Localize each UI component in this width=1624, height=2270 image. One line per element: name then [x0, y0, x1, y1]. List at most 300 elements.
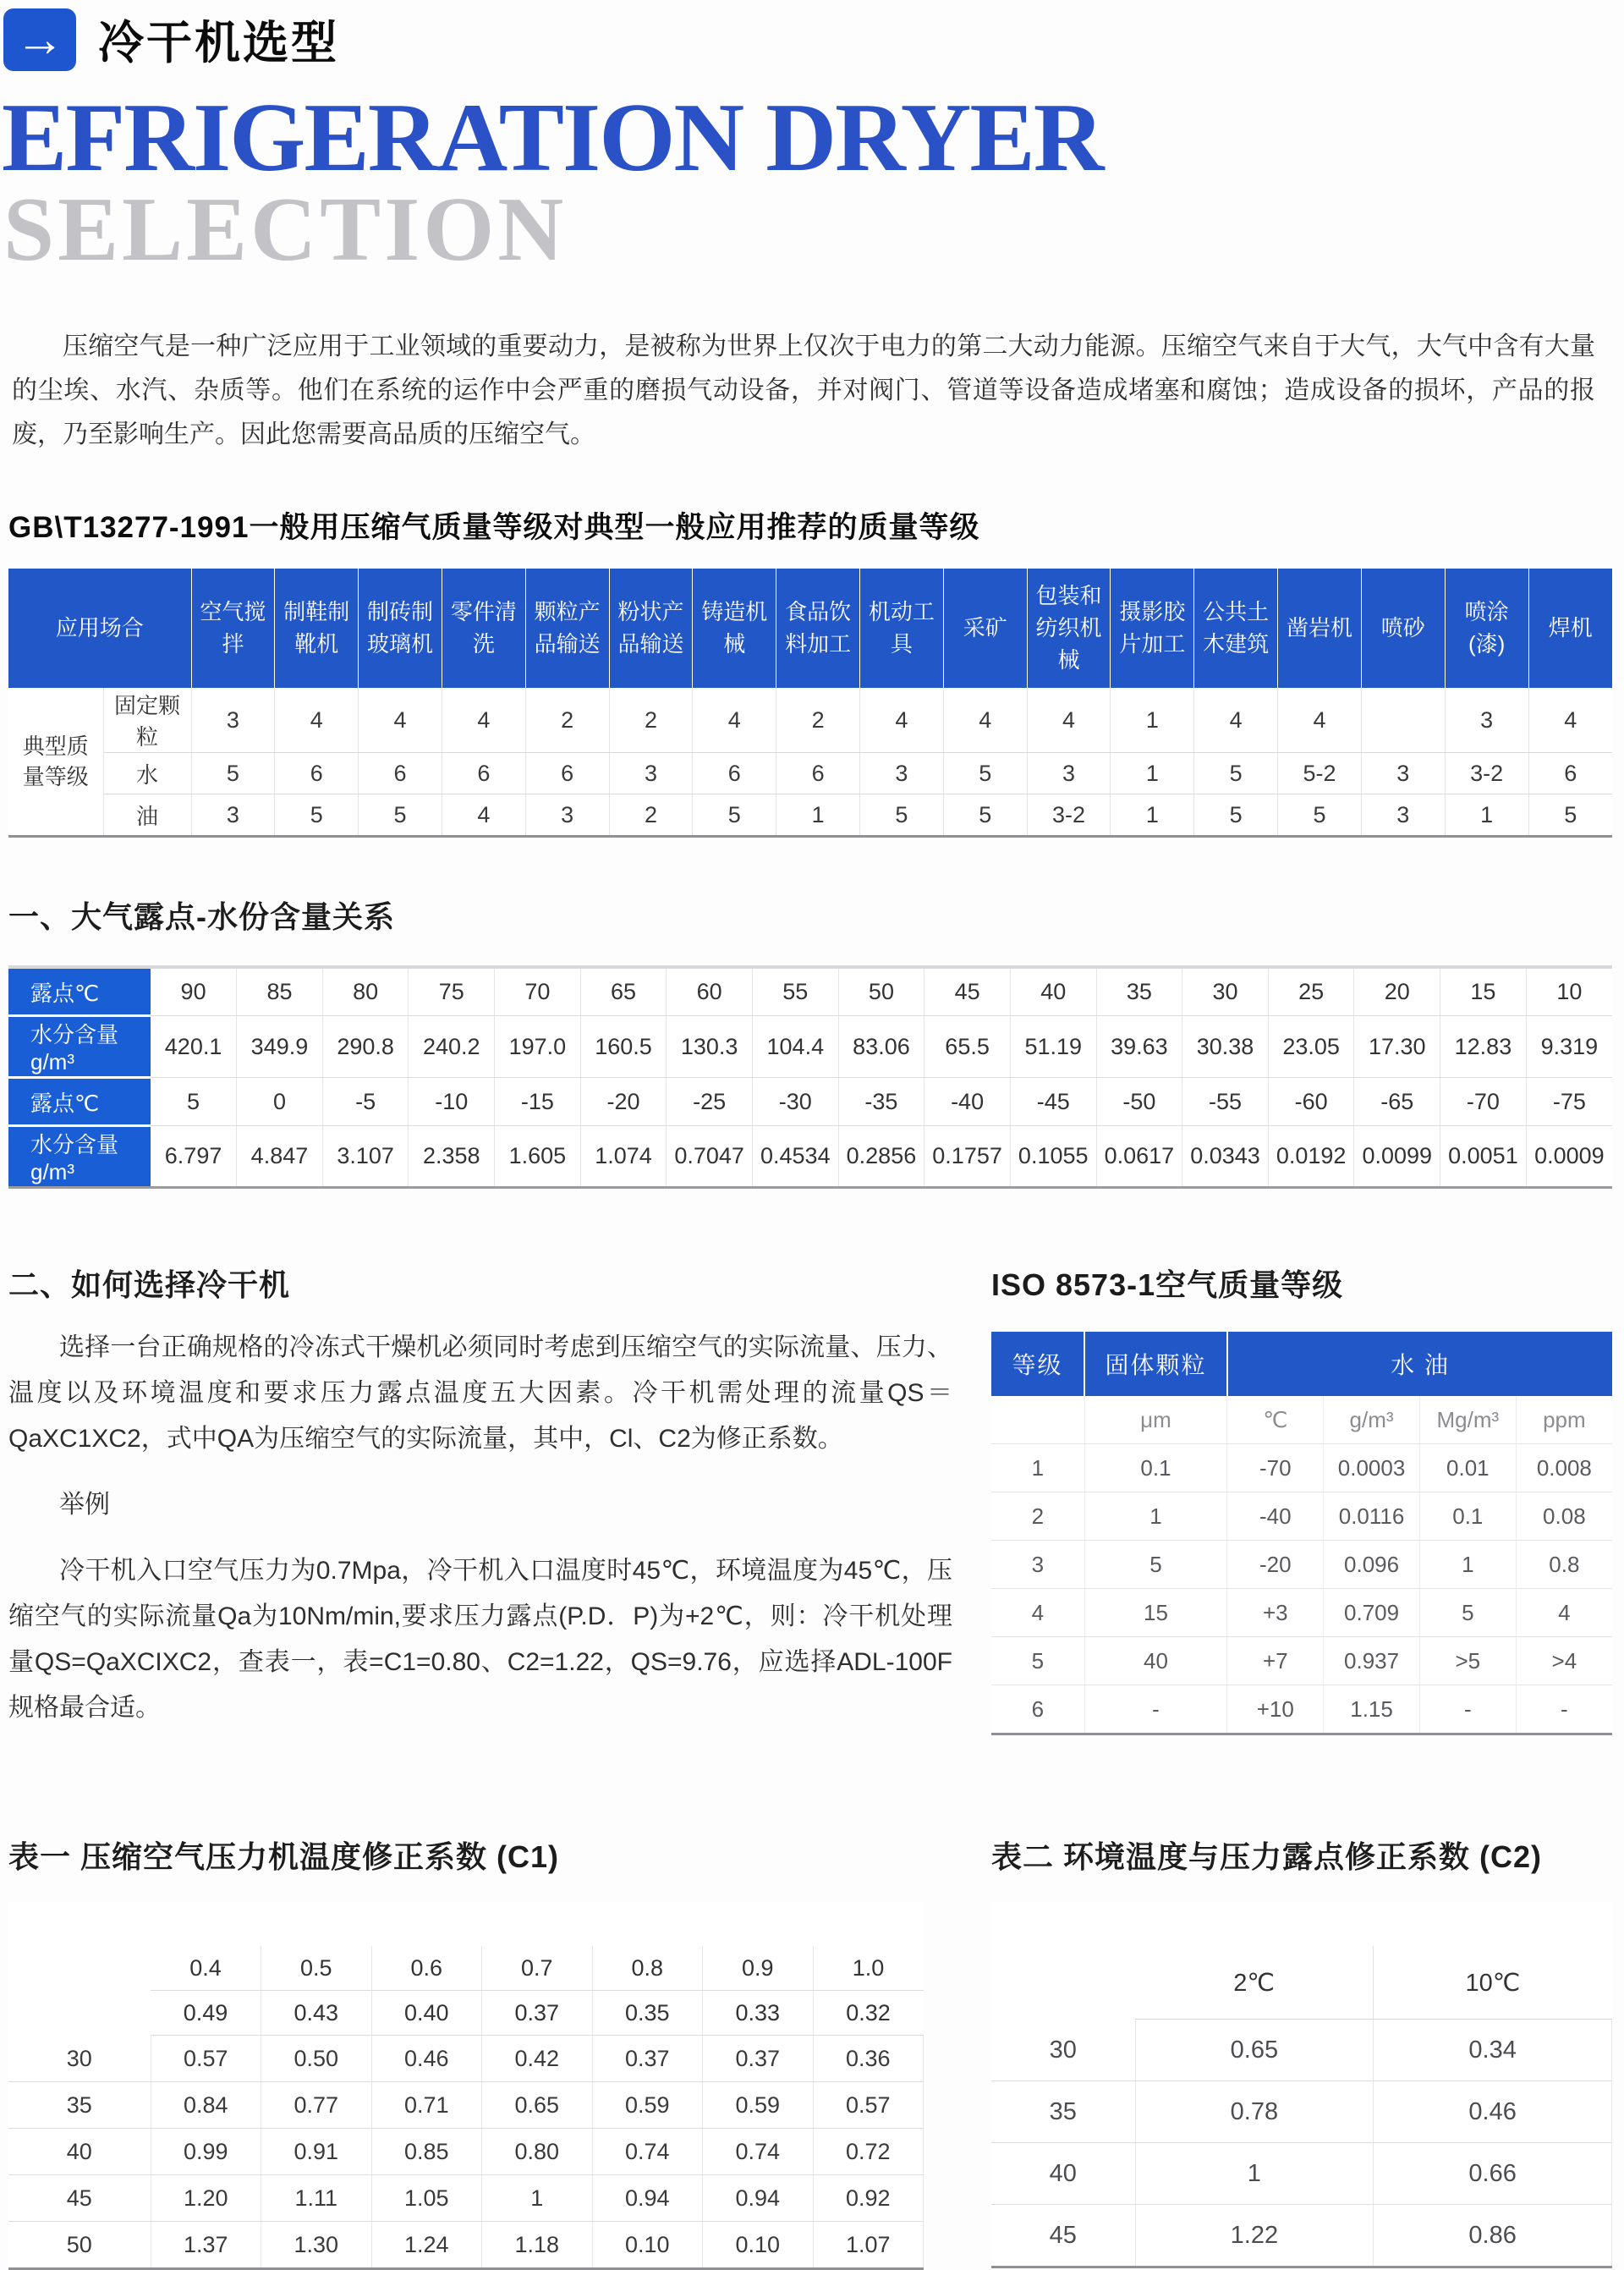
table-cell: 0.36 [813, 2036, 924, 2082]
page-title: 冷干机选型 [98, 18, 339, 69]
table-cell: 5 [991, 1637, 1084, 1685]
table-cell: 30 [1182, 967, 1269, 1016]
table-cell: 0.709 [1324, 1589, 1420, 1637]
table-cell: 45 [924, 967, 1011, 1016]
table-cell: 83.06 [838, 1016, 924, 1078]
table-cell: 0.7047 [667, 1126, 753, 1188]
table-cell: 0.49 [151, 1991, 261, 2036]
section-how-to-select [8, 1261, 1612, 1735]
table-cell: 0.0192 [1268, 1126, 1354, 1188]
table-cell: -55 [1182, 1078, 1269, 1126]
table-cell: -25 [667, 1078, 753, 1126]
table-cell: 0.9 [703, 1946, 814, 1991]
table-row [991, 2205, 1612, 2267]
table-cell: 1.18 [482, 2222, 593, 2269]
dew-row-label: 露点℃ [8, 967, 151, 1016]
table-cell: 1 [1111, 688, 1194, 753]
table-cell: 0.1 [1084, 1444, 1227, 1492]
table-cell: 39.63 [1096, 1016, 1182, 1078]
table-cell: 30.38 [1182, 1016, 1269, 1078]
section2-heading: 二、如何选择冷干机 [8, 1267, 291, 1303]
table-cell: 1.11 [261, 2175, 372, 2222]
table-cell: g/m³ [1324, 1396, 1420, 1444]
table-cell: 1.0 [813, 1946, 924, 1991]
iso-quality-table [991, 1332, 1612, 1735]
table-cell: 5 [860, 794, 944, 837]
table-cell: 65 [580, 967, 667, 1016]
table-cell: 4 [1528, 688, 1612, 753]
table-cell: 3 [525, 794, 609, 837]
gb-column-header: 机动工具 [860, 569, 944, 688]
table-cell: 5 [275, 794, 359, 837]
table-cell: 0.80 [482, 2129, 593, 2175]
table-cell: 0.40 [371, 1991, 482, 2036]
table-cell: 4 [442, 688, 525, 753]
table-cell: 0.8 [592, 1946, 703, 1991]
table-cell: - [1419, 1685, 1516, 1734]
table-row [991, 1589, 1612, 1637]
table-cell: 349.9 [237, 1016, 323, 1078]
gb-column-header: 包装和纺织机械 [1027, 569, 1111, 688]
table-cell: -20 [1227, 1541, 1324, 1589]
c1-temp-label: 30 [8, 2036, 151, 2082]
table-cell: 4 [1278, 688, 1362, 753]
table-cell: 0 [237, 1078, 323, 1126]
c1-temp-label: 35 [8, 2082, 151, 2129]
table-cell: 5 [1419, 1589, 1516, 1637]
table-row [991, 1685, 1612, 1734]
table-cell: 3 [1361, 753, 1445, 794]
gb-column-header: 制砖制玻璃机 [359, 569, 442, 688]
table-cell: +10 [1227, 1685, 1324, 1734]
c1-pressure-header: 进气压力 (Mpa) [151, 1902, 924, 1946]
table-cell: 35 [1096, 967, 1182, 1016]
table-cell: 3 [991, 1541, 1084, 1589]
table-cell: 5 [1084, 1541, 1227, 1589]
table-cell: 6 [991, 1685, 1084, 1734]
c2-temp-label: 40 [991, 2143, 1135, 2205]
gb-column-header: 空气搅拌 [191, 569, 275, 688]
table-cell: 6 [275, 753, 359, 794]
table-cell: 197.0 [495, 1016, 581, 1078]
table-cell: 290.8 [322, 1016, 409, 1078]
table-cell: 0.33 [703, 1991, 814, 2036]
c2-temp-label: 30 [991, 2020, 1135, 2081]
iso-header-row [991, 1332, 1612, 1396]
table-cell: -65 [1354, 1078, 1440, 1126]
table-cell: 6 [359, 753, 442, 794]
gb-column-header: 凿岩机 [1278, 569, 1362, 688]
table-cell: 0.8 [1516, 1541, 1612, 1589]
page-title-en: EFRIGERATION DRYER [2, 84, 1103, 192]
gb-column-header: 制鞋制靴机 [275, 569, 359, 688]
table-cell: 0.32 [813, 1991, 924, 2036]
table-row [8, 1016, 1612, 1078]
c1-temp-label: 45 [8, 2175, 151, 2222]
iso-table-heading: ISO 8573-1空气质量等级 [991, 1267, 1344, 1303]
table-cell: 6.797 [151, 1126, 237, 1188]
table-cell: 5 [693, 794, 776, 837]
iso-header-solid: 固体颗粒 [1084, 1332, 1227, 1396]
table-cell: 4.847 [237, 1126, 323, 1188]
table-cell: 2 [609, 688, 693, 753]
table-cell: 0.71 [371, 2082, 482, 2129]
table-cell: 9.319 [1526, 1016, 1612, 1078]
table-cell: 0.74 [592, 2129, 703, 2175]
table-cell: -10 [409, 1078, 495, 1126]
table-row [8, 2222, 924, 2269]
table-cell: -5 [322, 1078, 409, 1126]
table-cell: 6 [525, 753, 609, 794]
iso-units-row [991, 1396, 1612, 1444]
gb-column-header: 铸造机械 [693, 569, 776, 688]
table-row [991, 1637, 1612, 1685]
c2-corner-cell: 进气温度℃ [991, 1902, 1135, 2020]
table-cell: 6 [776, 753, 860, 794]
gb-column-header: 食品饮料加工 [776, 569, 860, 688]
table-cell: 75 [409, 967, 495, 1016]
c1-corner-label: 进气温度℃ [20, 1942, 139, 1967]
dewpoint-table [8, 965, 1612, 1189]
table-cell: +7 [1227, 1637, 1324, 1685]
table-cell: 2 [525, 688, 609, 753]
c1-temp-label: 50 [8, 2222, 151, 2269]
table-cell: 1.05 [371, 2175, 482, 2222]
table-cell: 0.008 [1516, 1444, 1612, 1492]
table-cell: 1 [1445, 794, 1528, 837]
table-cell: 50 [838, 967, 924, 1016]
table-cell: 0.0003 [1324, 1444, 1420, 1492]
gb-row-label: 水 [103, 753, 191, 794]
table-cell: 1 [1135, 2143, 1374, 2205]
gb-column-header: 喷砂 [1361, 569, 1445, 688]
table-row [8, 794, 1612, 837]
table-cell: 0.72 [813, 2129, 924, 2175]
table-cell: 0.57 [813, 2082, 924, 2129]
table-cell: 0.0617 [1096, 1126, 1182, 1188]
table-cell: 0.65 [1135, 2020, 1374, 2081]
table-cell: 5 [943, 794, 1027, 837]
table-cell: 2℃ [1135, 1946, 1374, 2020]
table-cell: 60 [667, 967, 753, 1016]
table-cell: -70 [1227, 1444, 1324, 1492]
section1-heading: 一、大气露点-水份含量关系 [8, 899, 395, 935]
table-cell: 3-2 [1027, 794, 1111, 837]
table-cell [1361, 688, 1445, 753]
table-cell: 0.5 [261, 1946, 372, 1991]
gb-header-row [8, 569, 1612, 688]
table-cell: 4 [359, 688, 442, 753]
table-cell: 0.10 [592, 2222, 703, 2269]
table-cell: 0.1757 [924, 1126, 1011, 1188]
table-cell: 4 [991, 1589, 1084, 1637]
table-cell: 0.66 [1374, 2143, 1612, 2205]
gb-column-header: 粉状产品输送 [609, 569, 693, 688]
table-cell: 90 [151, 967, 237, 1016]
arrow-right-icon [3, 8, 76, 71]
c2-block [991, 1833, 1612, 2268]
table-cell: 10 [1526, 967, 1612, 1016]
table-cell: 5 [1528, 794, 1612, 837]
table-cell: 6 [442, 753, 525, 794]
table-cell: 85 [237, 967, 323, 1016]
table-cell: 0.7 [482, 1946, 593, 1991]
table-cell: Mg/m³ [1419, 1396, 1516, 1444]
table-cell: 0.94 [592, 2175, 703, 2222]
table-cell: 3 [191, 688, 275, 753]
table-cell: 0.0099 [1354, 1126, 1440, 1188]
table-cell: 4 [442, 794, 525, 837]
table-cell: 1.30 [261, 2222, 372, 2269]
table-cell: 0.78 [1135, 2081, 1374, 2143]
table-cell: 3-2 [1445, 753, 1528, 794]
table-cell: ℃ [1227, 1396, 1324, 1444]
table-cell: 0.1 [1419, 1492, 1516, 1541]
dew-row-label: 水分含量g/m³ [8, 1126, 151, 1188]
table-cell: 0.08 [1516, 1492, 1612, 1541]
table-cell: -70 [1440, 1078, 1527, 1126]
correction-tables [8, 1833, 1612, 2270]
table-cell: -50 [1096, 1078, 1182, 1126]
table-row [8, 2175, 924, 2222]
table-cell: 0.65 [482, 2082, 593, 2129]
table-cell: 3 [609, 753, 693, 794]
table-cell: 5 [1278, 794, 1362, 837]
table-cell: 1.605 [495, 1126, 581, 1188]
table-cell: 1 [1111, 794, 1194, 837]
table-cell: 4 [1516, 1589, 1612, 1637]
gb-row-label: 油 [103, 794, 191, 837]
table-cell: 0.57 [151, 2036, 261, 2082]
table-cell: 40 [1010, 967, 1096, 1016]
table-cell: 1.074 [580, 1126, 667, 1188]
intro-paragraph: 压缩空气是一种广泛应用于工业领域的重要动力，是被称为世界上仅次于电力的第二大动力能源。压缩空气来自于大气，大气中含有大量的尘埃、水汽、杂质等。他们在系统的运作中会严重的磨损气动设备，并对阀门、管道等设备造成堵塞和腐蚀；造成设备的损坏，产品的报废，乃至影响生产。因此您需要高品质的压缩空气。 [12, 332, 1595, 448]
table-cell: 3 [1027, 753, 1111, 794]
table-cell: 2 [776, 688, 860, 753]
gb-row-label: 固定颗粒 [103, 688, 191, 753]
c2-temp-label: 35 [991, 2081, 1135, 2143]
table-row [8, 688, 1612, 753]
c1-table [8, 1902, 924, 2270]
gb-table-title: GB\T13277-1991一般用压缩气质量等级对典型一般应用推荐的质量等级 [8, 511, 980, 545]
table-cell: 51.19 [1010, 1016, 1096, 1078]
table-cell: -60 [1268, 1078, 1354, 1126]
table-cell: 3 [860, 753, 944, 794]
table-cell: 0.46 [371, 2036, 482, 2082]
table-cell: 0.74 [703, 2129, 814, 2175]
table-cell: 1 [482, 2175, 593, 2222]
table-cell: >5 [1419, 1637, 1516, 1685]
table-cell: 3 [1445, 688, 1528, 753]
c2-temp-label: 45 [991, 2205, 1135, 2267]
table-cell: 0.84 [151, 2082, 261, 2129]
gb-column-header: 摄影胶片加工 [1111, 569, 1194, 688]
c1-table-heading: 表一 压缩空气压力机温度修正系数 (C1) [8, 1839, 560, 1875]
table-row [8, 2082, 924, 2129]
section2-example-label: 举例 [59, 1491, 110, 1520]
iso-header-level: 等级 [991, 1332, 1084, 1396]
table-cell: -40 [1227, 1492, 1324, 1541]
table-cell: μm [1084, 1396, 1227, 1444]
c1-corner-temp: 25 [66, 1976, 93, 2001]
dew-row-label: 水分含量g/m³ [8, 1016, 151, 1078]
table-cell: - [1084, 1685, 1227, 1734]
table-cell: 0.01 [1419, 1444, 1516, 1492]
table-cell: -40 [924, 1078, 1011, 1126]
iso-header-water-oil: 水 油 [1227, 1332, 1612, 1396]
table-row [8, 753, 1612, 794]
table-cell: 104.4 [752, 1016, 838, 1078]
table-cell: 5-2 [1278, 753, 1362, 794]
table-cell: -75 [1526, 1078, 1612, 1126]
table-cell: 3 [1361, 794, 1445, 837]
c2-table [991, 1902, 1612, 2268]
table-row [991, 1492, 1612, 1541]
table-cell: -30 [752, 1078, 838, 1126]
table-cell: 3 [191, 794, 275, 837]
gb-row-group-label: 典型质量等级 [8, 688, 103, 837]
table-cell: 10℃ [1374, 1946, 1612, 2020]
table-cell: 20 [1354, 967, 1440, 1016]
table-cell: 12.83 [1440, 1016, 1527, 1078]
c2-table-heading: 表二 环境温度与压力露点修正系数 (C2) [991, 1839, 1543, 1875]
table-cell: 0.4 [151, 1946, 261, 1991]
table-cell: 0.10 [703, 2222, 814, 2269]
table-cell: 17.30 [1354, 1016, 1440, 1078]
table-cell: 0.937 [1324, 1637, 1420, 1685]
table-cell: 2 [991, 1492, 1084, 1541]
gb-column-header: 喷涂(漆) [1445, 569, 1528, 688]
table-cell: 0.43 [261, 1991, 372, 2036]
table-cell: 0.94 [703, 2175, 814, 2222]
table-cell: 4 [860, 688, 944, 753]
table-cell: 1 [1084, 1492, 1227, 1541]
table-cell: 15 [1084, 1589, 1227, 1637]
gb-column-header: 公共土木建筑 [1194, 569, 1278, 688]
table-cell: 0.37 [592, 2036, 703, 2082]
table-cell: 4 [1027, 688, 1111, 753]
table-cell: +3 [1227, 1589, 1324, 1637]
table-cell: 23.05 [1268, 1016, 1354, 1078]
table-cell: 160.5 [580, 1016, 667, 1078]
table-cell: 6 [693, 753, 776, 794]
table-cell: 130.3 [667, 1016, 753, 1078]
table-cell: 1 [991, 1444, 1084, 1492]
table-cell: 15 [1440, 967, 1527, 1016]
table-row [991, 2081, 1612, 2143]
table-cell: 420.1 [151, 1016, 237, 1078]
table-cell: 0.0009 [1526, 1126, 1612, 1188]
table-cell: 1.20 [151, 2175, 261, 2222]
table-row [8, 967, 1612, 1016]
table-cell: 2 [609, 794, 693, 837]
table-cell: 5 [151, 1078, 237, 1126]
table-cell: 0.37 [482, 1991, 593, 2036]
table-cell: >4 [1516, 1637, 1612, 1685]
table-cell: 40 [1084, 1637, 1227, 1685]
page-subtitle-en: SELECTION [3, 179, 568, 280]
gb-column-header: 焊机 [1528, 569, 1612, 688]
gb-column-header: 采矿 [943, 569, 1027, 688]
table-cell: 2.358 [409, 1126, 495, 1188]
table-row [991, 1444, 1612, 1492]
table-cell: 65.5 [924, 1016, 1011, 1078]
table-cell: 5 [191, 753, 275, 794]
table-cell: 0.77 [261, 2082, 372, 2129]
table-cell: 0.42 [482, 2036, 593, 2082]
c2-header-row [991, 1902, 1612, 1946]
table-cell: 1 [1111, 753, 1194, 794]
gb-quality-table [8, 569, 1612, 838]
section-dewpoint [8, 893, 1612, 1189]
table-cell: 55 [752, 967, 838, 1016]
table-cell: 5 [359, 794, 442, 837]
table-cell: -35 [838, 1078, 924, 1126]
table-cell: 0.2856 [838, 1126, 924, 1188]
table-cell: 240.2 [409, 1016, 495, 1078]
table-cell: 0.0051 [1440, 1126, 1527, 1188]
how-to-select-text [8, 1261, 952, 1731]
table-cell: 0.34 [1374, 2020, 1612, 2081]
table-cell: 0.59 [592, 2082, 703, 2129]
table-cell: 80 [322, 967, 409, 1016]
table-row [8, 1078, 1612, 1126]
table-cell: 0.35 [592, 1991, 703, 2036]
table-cell: 0.99 [151, 2129, 261, 2175]
section2-example-paragraph: 冷干机入口空气压力为0.7Mpa，冷干机入口温度时45℃，环境温度为45℃，压缩空气的实际流量Qa为10Nm/min,要求压力露点(P.D．P)为+2℃，则：冷干机处理量QS=QaXCIXC2，查表一，表=C1=0.80、C2=1.22，QS=9.76，应选择ADL-100F规格最合适。 [8, 1557, 952, 1723]
table-cell: 0.4534 [752, 1126, 838, 1188]
table-row [8, 1126, 1612, 1188]
table-row [991, 1541, 1612, 1589]
c2-dewpoint-header: 压力露点 [1135, 1902, 1612, 1946]
table-cell: 0.86 [1374, 2205, 1612, 2267]
table-cell: -20 [580, 1078, 667, 1126]
table-cell: 5 [1194, 753, 1278, 794]
table-row [8, 2129, 924, 2175]
table-cell: 0.37 [703, 2036, 814, 2082]
table-cell: 4 [943, 688, 1027, 753]
table-cell: - [1516, 1685, 1612, 1734]
table-cell [991, 1396, 1084, 1444]
table-cell: 25 [1268, 967, 1354, 1016]
gb-column-header: 零件清洗 [442, 569, 525, 688]
table-cell: 1.37 [151, 2222, 261, 2269]
table-row [8, 2036, 924, 2082]
table-cell: 4 [1194, 688, 1278, 753]
c1-block [8, 1833, 952, 2270]
iso-quality-block [991, 1261, 1612, 1735]
table-cell: 1 [1419, 1541, 1516, 1589]
title-row [8, 7, 1612, 72]
arrow-glyph: → [15, 11, 64, 67]
table-cell: -45 [1010, 1078, 1096, 1126]
table-cell: 1 [776, 794, 860, 837]
table-cell: 0.50 [261, 2036, 372, 2082]
table-cell: 0.91 [261, 2129, 372, 2175]
table-cell: 0.096 [1324, 1541, 1420, 1589]
table-cell: 1.24 [371, 2222, 482, 2269]
gb-column-header: 颗粒产品输送 [525, 569, 609, 688]
table-cell: 1.15 [1324, 1685, 1420, 1734]
table-cell: 3.107 [322, 1126, 409, 1188]
c1-corner-cell [8, 1902, 151, 2036]
table-cell: 0.1055 [1010, 1126, 1096, 1188]
table-cell: 70 [495, 967, 581, 1016]
table-cell: 5 [943, 753, 1027, 794]
table-cell: 0.46 [1374, 2081, 1612, 2143]
table-cell: 0.0116 [1324, 1492, 1420, 1541]
table-cell: 4 [693, 688, 776, 753]
